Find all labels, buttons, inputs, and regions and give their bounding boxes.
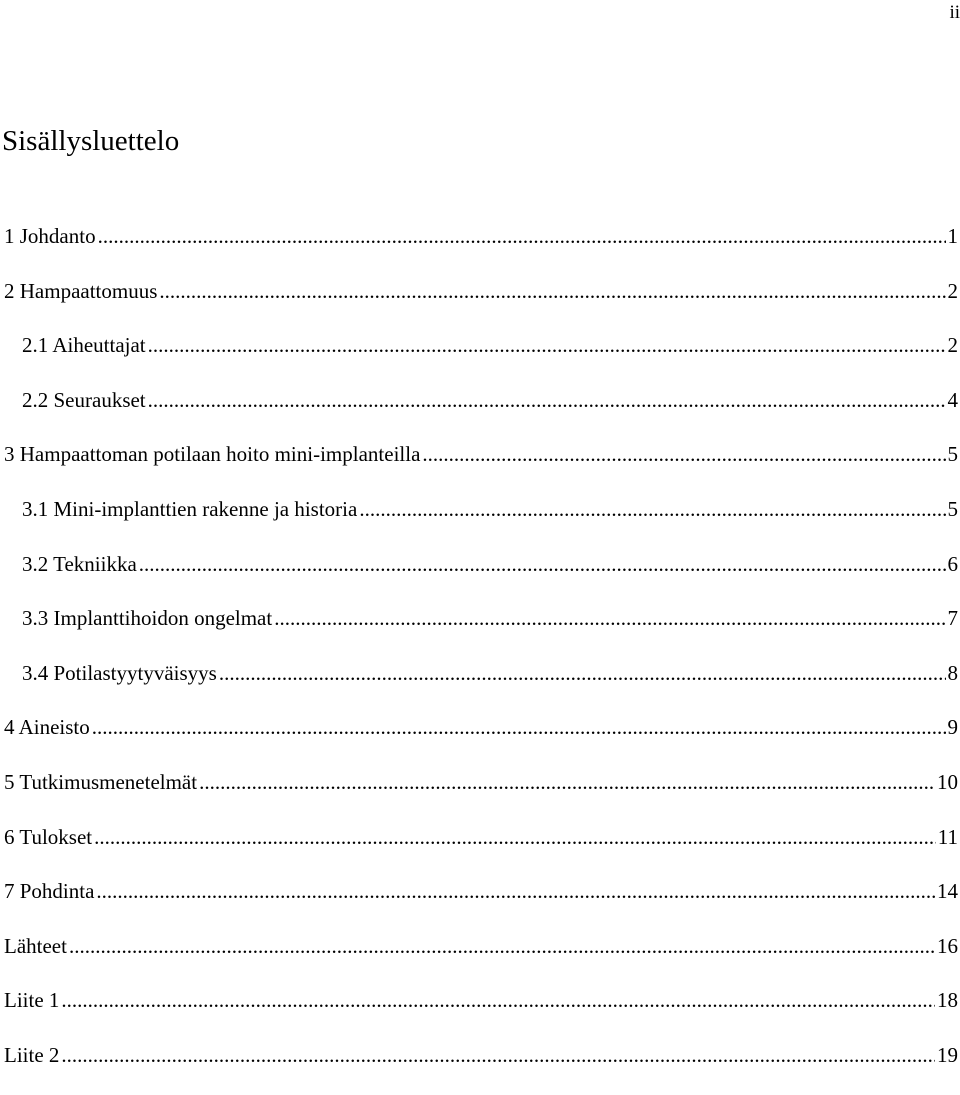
toc-entry[interactable] — [0, 1040, 960, 1095]
toc-title: Sisällysluettelo — [2, 124, 179, 158]
toc-entry[interactable] — [0, 221, 960, 276]
toc-entry-title: 4 Aineisto — [4, 712, 90, 742]
dot-leader — [61, 985, 935, 1015]
dot-leader — [139, 549, 946, 579]
dot-leader — [61, 1040, 935, 1070]
toc-entry-title: 3.3 Implanttihoidon ongelmat — [22, 603, 272, 633]
table-of-contents — [0, 221, 960, 1095]
toc-entry[interactable] — [0, 767, 960, 822]
toc-entry[interactable] — [0, 603, 960, 658]
toc-entry-page: 18 — [937, 985, 960, 1015]
toc-entry-title: 7 Pohdinta — [4, 876, 94, 906]
toc-entry-page: 5 — [948, 439, 960, 469]
toc-entry-title: 1 Johdanto — [4, 221, 96, 251]
toc-entry-page: 9 — [948, 712, 960, 742]
toc-entry[interactable] — [0, 385, 960, 440]
toc-entry-page: 6 — [948, 549, 960, 579]
toc-entry-title: 3.2 Tekniikka — [22, 549, 137, 579]
toc-entry-page: 7 — [948, 603, 960, 633]
toc-entry-title: 2.2 Seuraukset — [22, 385, 146, 415]
toc-entry-page: 8 — [948, 658, 960, 688]
toc-entry[interactable] — [0, 494, 960, 549]
toc-entry-title: 5 Tutkimusmenetelmät — [4, 767, 197, 797]
toc-entry[interactable] — [0, 549, 960, 604]
dot-leader — [359, 494, 945, 524]
dot-leader — [69, 931, 935, 961]
toc-entry-title: 2 Hampaattomuus — [4, 276, 157, 306]
toc-entry-page: 11 — [938, 822, 960, 852]
toc-entry-page: 1 — [948, 221, 960, 251]
toc-entry[interactable] — [0, 931, 960, 986]
dot-leader — [274, 603, 945, 633]
dot-leader — [94, 822, 936, 852]
toc-entry-page: 19 — [937, 1040, 960, 1070]
page-number: ii — [949, 2, 960, 24]
toc-entry-page: 2 — [948, 276, 960, 306]
dot-leader — [96, 876, 935, 906]
toc-entry-page: 16 — [937, 931, 960, 961]
dot-leader — [92, 712, 946, 742]
dot-leader — [148, 330, 946, 360]
toc-entry-page: 5 — [948, 494, 960, 524]
toc-entry-title: Lähteet — [4, 931, 67, 961]
toc-entry-page: 10 — [937, 767, 960, 797]
toc-entry-title: 3.4 Potilastyytyväisyys — [22, 658, 217, 688]
toc-entry[interactable] — [0, 822, 960, 877]
toc-entry[interactable] — [0, 985, 960, 1040]
dot-leader — [98, 221, 946, 251]
toc-entry[interactable] — [0, 658, 960, 713]
toc-entry-title: 2.1 Aiheuttajat — [22, 330, 146, 360]
toc-entry[interactable] — [0, 439, 960, 494]
toc-entry-title: Liite 1 — [4, 985, 59, 1015]
dot-leader — [422, 439, 945, 469]
toc-entry-page: 14 — [937, 876, 960, 906]
toc-entry-title: 3 Hampaattoman potilaan hoito mini-implanteilla — [4, 439, 420, 469]
toc-entry[interactable] — [0, 330, 960, 385]
dot-leader — [199, 767, 935, 797]
toc-entry-page: 2 — [948, 330, 960, 360]
dot-leader — [159, 276, 945, 306]
toc-entry-title: 3.1 Mini-implanttien rakenne ja historia — [22, 494, 357, 524]
dot-leader — [148, 385, 946, 415]
toc-entry[interactable] — [0, 712, 960, 767]
toc-entry[interactable] — [0, 876, 960, 931]
toc-entry-title: Liite 2 — [4, 1040, 59, 1070]
toc-entry[interactable] — [0, 276, 960, 331]
dot-leader — [219, 658, 946, 688]
toc-entry-page: 4 — [948, 385, 960, 415]
toc-entry-title: 6 Tulokset — [4, 822, 92, 852]
